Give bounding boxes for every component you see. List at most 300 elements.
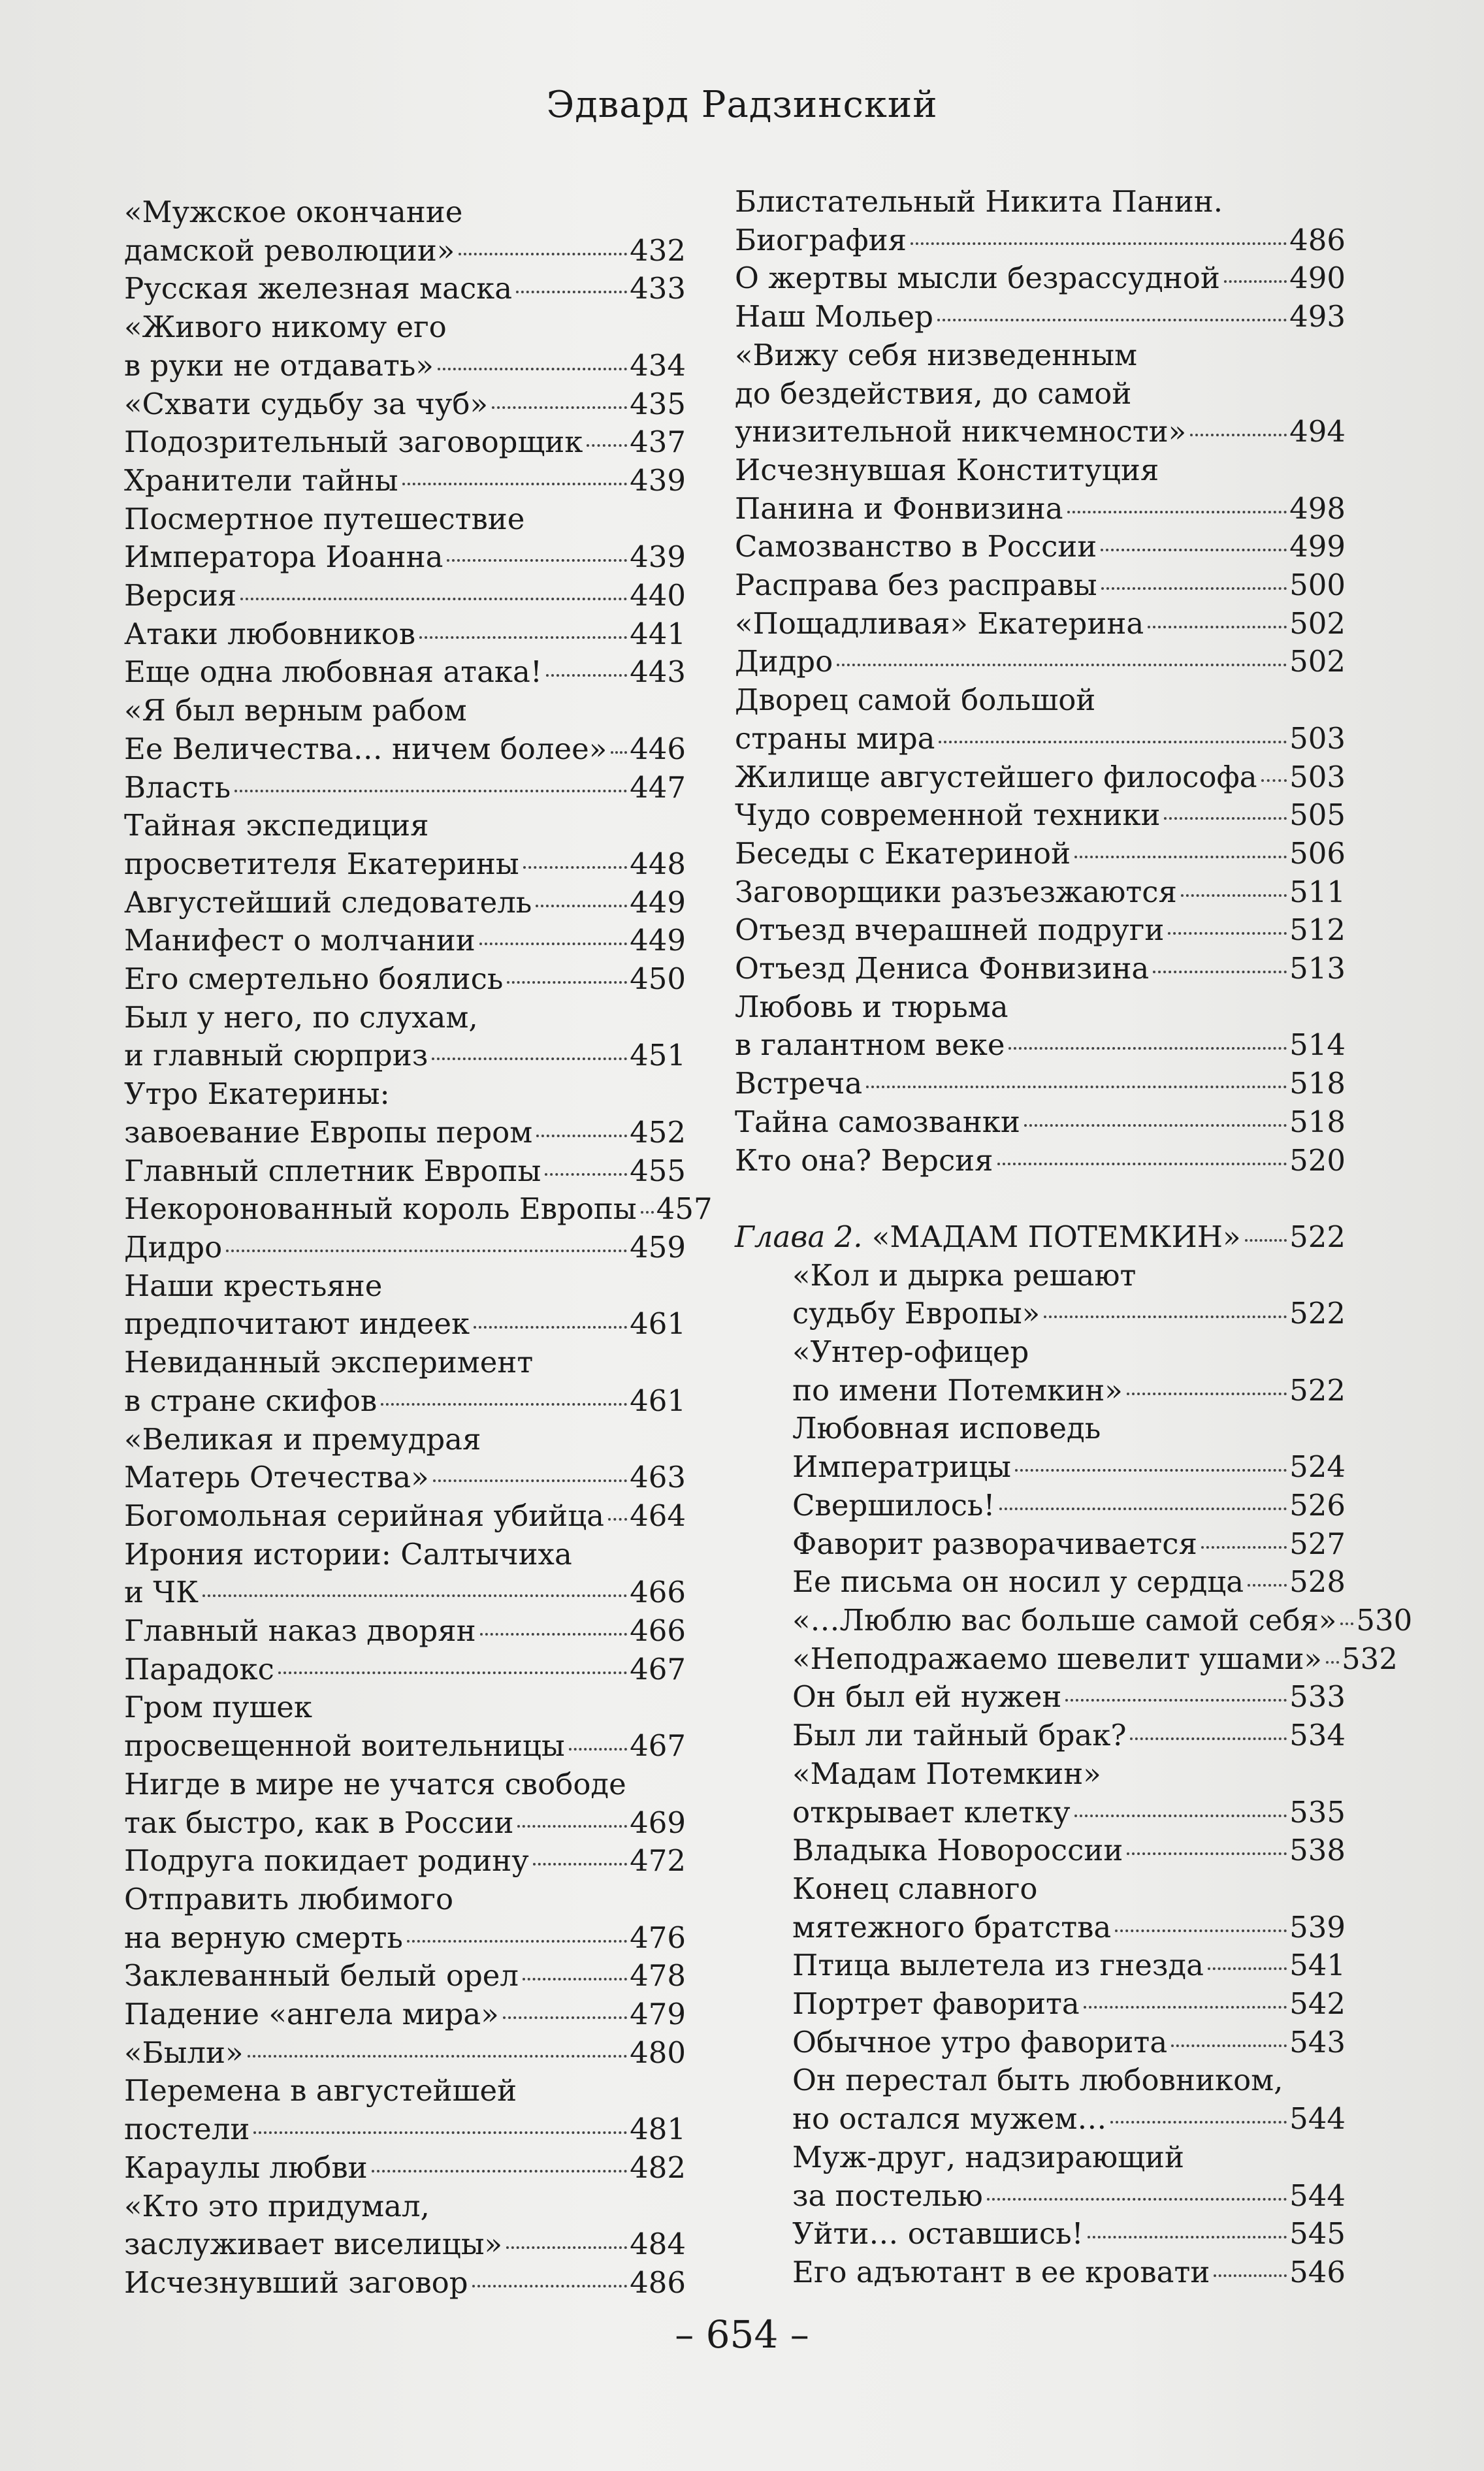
toc-entry-row xyxy=(735,835,1346,873)
toc-entry xyxy=(735,2253,1346,2292)
toc-entry xyxy=(124,1957,686,1995)
toc-entry xyxy=(124,423,686,462)
leader-dots xyxy=(492,406,627,409)
toc-entry-title-line: Его адъютант в ее кровати xyxy=(792,2254,1210,2289)
leader-dots xyxy=(1326,1661,1339,1664)
toc-entry-title-line: Свершилось! xyxy=(792,1487,995,1523)
leader-dots xyxy=(1127,1852,1287,1855)
toc-entry-title-line: Он перестал быть любовником, xyxy=(792,2063,1283,2098)
toc-entry xyxy=(124,1267,686,1344)
leader-dots xyxy=(253,2131,627,2134)
toc-entry-title-line: Уйти… оставшись! xyxy=(792,2216,1084,2252)
toc-entry-page: 478 xyxy=(630,1958,686,1994)
toc-entry-row xyxy=(735,298,1346,336)
toc-entry-title-line: открывает клетку xyxy=(792,1794,1071,1830)
leader-dots xyxy=(1088,2236,1287,2238)
toc-entry-title-line: Наши крестьяне xyxy=(124,1268,383,1303)
leader-dots xyxy=(1074,1815,1287,1817)
toc-entry-row xyxy=(124,1497,686,1536)
toc-entry-page: 443 xyxy=(630,654,686,690)
leader-dots xyxy=(1084,2006,1287,2009)
toc-entry-title-line: Блистательный Никита Панин. xyxy=(735,184,1223,219)
toc-entry-title-line: Биография xyxy=(735,222,907,257)
leader-dots xyxy=(1224,280,1287,283)
leader-dots xyxy=(447,559,627,562)
toc-entry-page: 544 xyxy=(1289,2178,1346,2213)
toc-entry-title-line: Ее письма он носил у сердца xyxy=(792,1564,1244,1600)
toc-entry-page: 439 xyxy=(630,462,686,498)
toc-entry-row xyxy=(124,1919,686,1958)
toc-entry xyxy=(124,500,686,577)
toc-entry xyxy=(735,1832,1346,1870)
toc-entry-title-line: предпочитают индеек xyxy=(124,1306,470,1342)
leader-dots xyxy=(1164,817,1287,820)
toc-entry-page: 482 xyxy=(630,2150,686,2185)
toc-entry-page: 446 xyxy=(630,731,686,766)
toc-entry-page: 466 xyxy=(630,1613,686,1649)
toc-entry xyxy=(735,1640,1398,1679)
toc-entry-row xyxy=(124,270,686,308)
toc-entry xyxy=(735,1333,1346,1410)
toc-entry xyxy=(735,336,1346,451)
toc-entry-title-line: в галантном веке xyxy=(735,1027,1005,1063)
toc-entry-title-line: Августейший следователь xyxy=(124,884,532,920)
leader-dots xyxy=(1148,626,1287,628)
toc-entry-row xyxy=(792,1487,1346,1525)
toc-entry-title-line: Его смертельно боялись xyxy=(124,961,504,997)
toc-entry xyxy=(124,1766,686,1842)
toc-entry-page: 449 xyxy=(630,923,686,958)
leader-dots xyxy=(611,751,627,754)
toc-entry-page: 476 xyxy=(630,1920,686,1955)
toc-entry-title-line: Караулы любви xyxy=(124,2150,368,2185)
toc-entry xyxy=(735,950,1346,988)
leader-dots xyxy=(608,1518,627,1521)
toc-entry-title-line: «Кол и дырка решают xyxy=(792,1257,1137,1293)
toc-entry-title-line: «Живого никому его xyxy=(124,310,447,345)
leader-dots xyxy=(1248,1584,1287,1587)
toc-entry-row xyxy=(735,1103,1346,1142)
toc-entry-title-line: Жилище августейшего философа xyxy=(735,759,1257,794)
toc-entry-row xyxy=(735,950,1346,988)
toc-entry xyxy=(124,653,686,692)
toc-entry xyxy=(124,1536,686,1612)
toc-entry-title-line: «…Люблю вас больше самой себя» xyxy=(792,1603,1337,1638)
toc-entry-title-line: Отъезд вчерашней подруги xyxy=(735,912,1165,948)
toc-entry-title-line: Расправа без расправы xyxy=(735,568,1097,603)
toc-entry xyxy=(124,1881,686,1957)
leader-dots xyxy=(1127,1393,1287,1395)
toc-entry-title-line: и главный сюрприз xyxy=(124,1038,428,1073)
toc-entry-title-line: «Пощадливая» Екатерина xyxy=(735,606,1144,641)
toc-entry-page: 467 xyxy=(630,1728,686,1764)
toc-entry-page: 506 xyxy=(1289,835,1346,871)
chapter-page: 522 xyxy=(1289,1219,1346,1254)
toc-entry-title-line: Подозрительный заговорщик xyxy=(124,425,583,460)
toc-entry-row xyxy=(124,1037,686,1075)
toc-entry-title-line: Атаки любовников xyxy=(124,616,416,651)
toc-entry-page: 432 xyxy=(630,233,686,268)
toc-entry xyxy=(124,692,686,768)
toc-entry-title-line: Беседы с Екатериной xyxy=(735,835,1071,871)
toc-entry xyxy=(124,884,686,922)
toc-entry-row xyxy=(124,462,686,500)
leader-dots xyxy=(234,790,627,792)
leader-dots xyxy=(419,636,627,639)
toc-entry-page: 449 xyxy=(630,884,686,920)
toc-entry xyxy=(124,1842,686,1881)
toc-entry-row xyxy=(792,2215,1346,2253)
toc-entry-row xyxy=(124,2225,686,2264)
leader-dots xyxy=(1245,1239,1287,1242)
toc-entry-title-line: Кто она? Версия xyxy=(735,1142,993,1178)
toc-entry-page: 433 xyxy=(630,271,686,306)
leader-dots xyxy=(837,664,1287,666)
leader-dots xyxy=(569,1748,627,1751)
toc-entry-page: 490 xyxy=(1289,261,1346,296)
toc-entry-page: 466 xyxy=(630,1575,686,1610)
toc-entry xyxy=(124,1612,686,1651)
toc-entry-title-line: Заговорщики разъезжаются xyxy=(735,874,1177,909)
toc-entry-page: 469 xyxy=(630,1805,686,1840)
toc-entry-title-line: в руки не отдавать» xyxy=(124,347,434,383)
toc-entry-page: 447 xyxy=(630,769,686,805)
toc-entry-row xyxy=(792,1563,1346,1602)
toc-entry xyxy=(124,308,686,385)
leader-dots xyxy=(402,483,628,485)
leader-dots xyxy=(1214,2274,1287,2277)
toc-entry-title-line: Дидро xyxy=(735,644,833,679)
toc-entry-title-line: Еще одна любовная атака! xyxy=(124,654,542,690)
toc-entry xyxy=(124,2264,686,2302)
toc-entry xyxy=(735,1487,1346,1525)
leader-dots xyxy=(523,1978,627,1980)
toc-entry-page: 530 xyxy=(1356,1603,1413,1638)
toc-entry-title-line: и ЧК xyxy=(124,1575,199,1610)
toc-entry-row xyxy=(124,1842,686,1881)
toc-entry-row xyxy=(124,2149,686,2188)
toc-entry xyxy=(124,1344,686,1420)
toc-entry-title-line: судьбу Европы» xyxy=(792,1296,1040,1331)
toc-entry xyxy=(735,1985,1346,2024)
toc-entry-title-line: страны мира xyxy=(735,720,935,756)
leader-dots xyxy=(474,1326,627,1329)
toc-entry-page: 543 xyxy=(1289,2024,1346,2059)
leader-dots xyxy=(507,981,627,984)
toc-entry xyxy=(735,451,1346,528)
page-number: – 654 – xyxy=(675,2312,809,2357)
toc-entry-title-line: в стране скифов xyxy=(124,1383,378,1418)
toc-entry-title-line: Любовная исповедь xyxy=(792,1411,1101,1446)
toc-entry-row xyxy=(792,1678,1346,1717)
toc-entry-title-line: Посмертное путешествие xyxy=(124,501,525,536)
toc-entry-row xyxy=(735,259,1346,298)
toc-entry xyxy=(124,807,686,883)
leader-dots xyxy=(459,253,627,255)
toc-entry xyxy=(124,615,686,654)
toc-entry-page: 502 xyxy=(1289,606,1346,641)
toc-entry-title-line: Отправить любимого xyxy=(124,1881,454,1916)
toc-entry-row xyxy=(792,2253,1346,2292)
toc-entry xyxy=(735,1717,1346,1755)
toc-entry-page: 524 xyxy=(1289,1449,1346,1485)
leader-dots xyxy=(987,2198,1287,2201)
toc-entry-page: 535 xyxy=(1289,1794,1346,1830)
toc-entry-page: 435 xyxy=(630,386,686,421)
toc-entry-row xyxy=(735,1026,1346,1065)
leader-dots xyxy=(517,1825,627,1828)
toc-entry-row xyxy=(124,960,686,999)
toc-entry-page: 522 xyxy=(1289,1372,1346,1408)
toc-entry-row xyxy=(124,1459,686,1497)
toc-entry xyxy=(124,462,686,500)
toc-entry-row xyxy=(124,1995,686,2034)
leader-dots xyxy=(1015,1469,1287,1472)
leader-dots xyxy=(1190,434,1287,436)
toc-entry-title-line: «Я был верным рабом xyxy=(124,693,467,728)
toc-entry-row xyxy=(792,1985,1346,2024)
toc-right-section-a xyxy=(735,183,1346,1180)
leader-dots xyxy=(240,598,627,600)
toc-entry-title-line: О жертвы мысли безрассудной xyxy=(735,261,1220,296)
toc-entry-page: 455 xyxy=(630,1153,686,1188)
toc-entry xyxy=(735,1410,1346,1486)
toc-entry-page: 437 xyxy=(630,425,686,460)
toc-entry-page: 505 xyxy=(1289,798,1346,833)
toc-entry xyxy=(124,1229,686,1267)
leader-dots xyxy=(1065,1699,1287,1702)
leader-dots xyxy=(480,1633,628,1636)
leader-dots xyxy=(1044,1316,1287,1318)
toc-entry-row xyxy=(124,2034,686,2073)
toc-entry-page: 526 xyxy=(1289,1487,1346,1523)
toc-entry-title-line: «Схвати судьбу за чуб» xyxy=(124,386,488,421)
toc-entry xyxy=(735,758,1346,797)
toc-entry xyxy=(735,1602,1413,1640)
toc-entry-row xyxy=(792,1946,1346,1985)
toc-entry-title-line: Самозванство в России xyxy=(735,529,1097,564)
toc-entry xyxy=(124,1651,686,1689)
toc-entry-row xyxy=(792,2177,1346,2216)
leader-dots xyxy=(545,1173,627,1176)
toc-entry-page: 518 xyxy=(1289,1104,1346,1139)
toc-entry-row xyxy=(792,1295,1346,1333)
toc-entry xyxy=(124,1075,686,1152)
toc-entry xyxy=(124,922,686,960)
toc-entry-title-line: так быстро, как в России xyxy=(124,1805,514,1840)
toc-entry-row xyxy=(735,720,1346,758)
toc-entry-page: 463 xyxy=(630,1460,686,1495)
toc-entry xyxy=(735,605,1346,643)
toc-entry-page: 539 xyxy=(1289,1909,1346,1945)
leader-dots xyxy=(1208,1967,1287,1970)
toc-entry xyxy=(124,1152,686,1191)
toc-entry-title-line: на верную смерть xyxy=(124,1920,403,1955)
toc-entry xyxy=(124,577,686,615)
toc-entry-title-line: Исчезнувший заговор xyxy=(124,2265,468,2300)
toc-entry-row xyxy=(124,1651,686,1689)
leader-dots xyxy=(432,1058,627,1060)
toc-entry-page: 528 xyxy=(1289,1564,1346,1600)
toc-entry-row xyxy=(124,615,686,654)
leader-dots xyxy=(372,2170,627,2172)
toc-entry-title-line: Гром пушек xyxy=(124,1690,313,1725)
leader-dots xyxy=(1008,1047,1287,1050)
toc-entry xyxy=(735,259,1346,298)
toc-entry-title-line: Был ли тайный брак? xyxy=(792,1718,1127,1753)
leader-dots xyxy=(546,674,627,677)
leader-dots xyxy=(1201,1546,1287,1549)
toc-entry xyxy=(124,1688,686,1765)
toc-entry-row xyxy=(792,2100,1346,2139)
toc-entry-page: 544 xyxy=(1289,2101,1346,2137)
toc-entry-title-line: «Мужское окончание xyxy=(124,195,463,229)
toc-entry-row xyxy=(124,1957,686,1995)
leader-dots xyxy=(1171,2044,1287,2047)
leader-dots xyxy=(1067,511,1287,513)
toc-entry-page: 545 xyxy=(1289,2216,1346,2252)
toc-entry-row xyxy=(792,1372,1346,1410)
leader-dots xyxy=(536,1135,627,1137)
toc-entry xyxy=(735,1678,1346,1717)
toc-entry xyxy=(124,1497,686,1536)
toc-entry-row xyxy=(735,528,1346,566)
toc-entry xyxy=(735,2024,1346,2062)
toc-entry-title-line: Он был ей нужен xyxy=(792,1679,1062,1715)
toc-entry xyxy=(735,2061,1346,2138)
toc-entry-title-line: Перемена в августейшей xyxy=(124,2073,517,2108)
toc-entry xyxy=(735,1142,1346,1180)
toc-entry-page: 461 xyxy=(630,1383,686,1418)
toc-entry-page: 441 xyxy=(630,616,686,651)
toc-entry-row xyxy=(124,1229,686,1267)
toc-entry-title-line: Главный наказ дворян xyxy=(124,1613,476,1649)
toc-entry-row xyxy=(792,1602,1413,1640)
toc-entry-page: 532 xyxy=(1341,1641,1398,1676)
toc-entry xyxy=(735,796,1346,835)
leader-dots xyxy=(226,1250,627,1252)
toc-entry xyxy=(124,999,686,1075)
toc-entry-row xyxy=(735,758,1346,797)
toc-entry xyxy=(735,1563,1346,1602)
toc-entry-title-line: Главный сплетник Европы xyxy=(124,1153,541,1188)
toc-entry-page: 494 xyxy=(1289,414,1346,449)
leader-dots xyxy=(1110,2121,1287,2124)
leader-dots xyxy=(1115,1930,1287,1932)
toc-entry xyxy=(735,1870,1346,1946)
leader-dots xyxy=(503,2016,627,2019)
toc-entry-row xyxy=(124,232,686,270)
leader-dots xyxy=(939,741,1287,743)
toc-entry xyxy=(124,1190,713,1229)
toc-entry-page: 522 xyxy=(1289,1296,1346,1331)
running-header-author: Эдвард Радзинский xyxy=(546,84,938,126)
toc-entry-page: 514 xyxy=(1289,1027,1346,1063)
toc-entry-title-line: Дидро xyxy=(124,1229,223,1265)
toc-entry-row xyxy=(124,1114,686,1152)
leader-dots xyxy=(1261,779,1287,782)
toc-entry-page: 534 xyxy=(1289,1718,1346,1753)
toc-entry xyxy=(735,1525,1346,1564)
toc-entry-row xyxy=(124,577,686,615)
toc-entry-row xyxy=(792,1525,1346,1564)
toc-entry-page: 542 xyxy=(1289,1986,1346,2022)
toc-entry-page: 440 xyxy=(630,578,686,613)
toc-entry xyxy=(735,1946,1346,1985)
toc-entry-title-line: за постелью xyxy=(792,2178,983,2213)
toc-entry xyxy=(124,1995,686,2034)
leader-dots xyxy=(536,905,627,907)
toc-entry xyxy=(735,911,1346,950)
toc-entry-page: 502 xyxy=(1289,644,1346,679)
toc-entry-page: 541 xyxy=(1289,1948,1346,1983)
toc-entry-page: 518 xyxy=(1289,1066,1346,1101)
toc-entry-title-line: Владыка Новороссии xyxy=(792,1833,1123,1868)
leader-dots xyxy=(506,2246,627,2249)
leader-dots xyxy=(587,444,627,447)
toc-entry-title-line: Чудо современной техники xyxy=(735,798,1161,833)
toc-entry-row xyxy=(735,490,1346,528)
toc-entry-page: 512 xyxy=(1289,912,1346,948)
toc-entry-title-line: Некоронованный король Европы xyxy=(124,1191,637,1227)
leader-dots xyxy=(1074,856,1287,858)
toc-entry xyxy=(735,298,1346,336)
leader-dots xyxy=(472,2285,628,2287)
leader-dots xyxy=(937,319,1287,321)
leader-dots xyxy=(438,368,627,370)
toc-entry-title-line: «Кто это придумал, xyxy=(124,2188,430,2223)
toc-entry-page: 452 xyxy=(630,1114,686,1150)
chapter-title xyxy=(735,1218,1241,1257)
toc-entry xyxy=(735,988,1346,1065)
leader-dots xyxy=(1168,932,1287,935)
toc-entry-title-line: Панина и Фонвизина xyxy=(735,491,1063,526)
toc-entry-page: 486 xyxy=(1289,222,1346,257)
toc-entry-title-line: Ирония истории: Салтычиха xyxy=(124,1536,572,1572)
toc-entry-page: 472 xyxy=(630,1843,686,1879)
toc-entry-row xyxy=(124,1612,686,1651)
toc-entry-row xyxy=(124,1190,713,1229)
toc-entry-title-line: Встреча xyxy=(735,1066,863,1101)
toc-entry-page: 511 xyxy=(1289,874,1346,909)
toc-entry-row xyxy=(792,1832,1346,1870)
toc-entry-row xyxy=(124,1382,686,1421)
toc-entry-row xyxy=(124,769,686,807)
toc-entry-row xyxy=(124,1574,686,1612)
toc-entry-title-line: Фаворит разворачивается xyxy=(792,1526,1197,1561)
toc-entry-row xyxy=(124,884,686,922)
leader-dots xyxy=(202,1594,627,1597)
toc-entry-row xyxy=(124,1727,686,1766)
toc-entry-title-line: Тайная экспедиция xyxy=(124,808,429,843)
toc-entry-page: 546 xyxy=(1289,2254,1346,2289)
toc-entry-page: 450 xyxy=(630,961,686,997)
toc-entry-row xyxy=(124,845,686,884)
toc-entry-title-line: постели xyxy=(124,2112,250,2147)
toc-entry-row xyxy=(792,1909,1346,1947)
toc-entry-title-line: Хранители тайны xyxy=(124,462,398,498)
toc-entry-title-line: «Мадам Потемкин» xyxy=(792,1756,1101,1791)
toc-entry-row xyxy=(124,347,686,385)
toc-entry xyxy=(735,643,1346,681)
toc-entry-title-line: просветителя Екатерины xyxy=(124,846,519,881)
leader-dots xyxy=(523,866,627,869)
toc-entry-row xyxy=(735,911,1346,950)
toc-entry-title-line: Падение «ангела мира» xyxy=(124,1997,499,2032)
toc-entry-page: 464 xyxy=(630,1498,686,1533)
toc-entry-row xyxy=(792,2024,1346,2062)
toc-entry xyxy=(124,2072,686,2148)
